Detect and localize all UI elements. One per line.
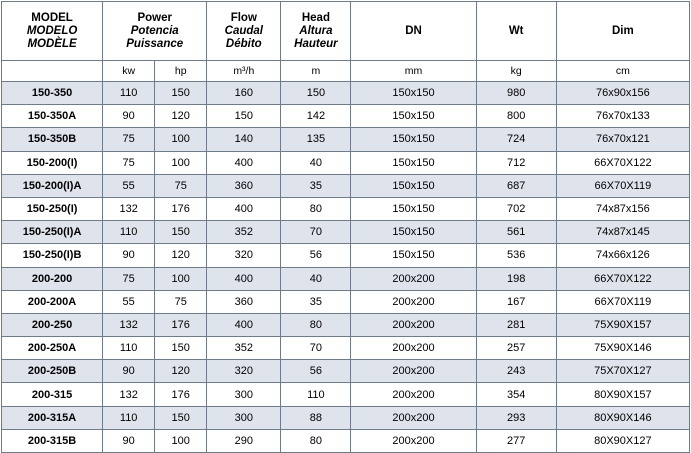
cell-hp: 150 bbox=[155, 221, 207, 244]
cell-flow: 320 bbox=[207, 244, 281, 267]
cell-flow: 300 bbox=[207, 383, 281, 406]
cell-head: 70 bbox=[281, 337, 351, 360]
cell-flow: 160 bbox=[207, 82, 281, 105]
header-flow-line3: Débito bbox=[225, 37, 262, 50]
cell-model: 200-250B bbox=[2, 360, 103, 383]
cell-kw: 132 bbox=[103, 313, 155, 336]
cell-dn: 200x200 bbox=[351, 290, 476, 313]
cell-dn: 150x150 bbox=[351, 82, 476, 105]
cell-model: 200-250A bbox=[2, 337, 103, 360]
cell-model: 200-250 bbox=[2, 313, 103, 336]
cell-wt: 167 bbox=[476, 290, 556, 313]
cell-model: 150-200(I) bbox=[2, 151, 103, 174]
cell-dim: 80X90X127 bbox=[556, 429, 689, 452]
cell-hp: 75 bbox=[155, 174, 207, 197]
cell-model: 200-200A bbox=[2, 290, 103, 313]
cell-wt: 561 bbox=[476, 221, 556, 244]
cell-kw: 75 bbox=[103, 128, 155, 151]
cell-dn: 200x200 bbox=[351, 313, 476, 336]
cell-dim: 66X70X119 bbox=[556, 174, 689, 197]
cell-hp: 100 bbox=[155, 128, 207, 151]
header-head-line3: Hauteur bbox=[294, 37, 338, 50]
cell-wt: 293 bbox=[476, 406, 556, 429]
table-row bbox=[2, 429, 690, 452]
cell-hp: 150 bbox=[155, 82, 207, 105]
cell-wt: 980 bbox=[476, 82, 556, 105]
cell-wt: 702 bbox=[476, 197, 556, 220]
cell-kw: 75 bbox=[103, 151, 155, 174]
cell-model: 150-250(I)A bbox=[2, 221, 103, 244]
cell-flow: 140 bbox=[207, 128, 281, 151]
cell-wt: 687 bbox=[476, 174, 556, 197]
table-header bbox=[2, 2, 690, 82]
cell-hp: 150 bbox=[155, 406, 207, 429]
column-header-power bbox=[103, 2, 207, 61]
cell-hp: 120 bbox=[155, 105, 207, 128]
table-row bbox=[2, 105, 690, 128]
unit-model bbox=[2, 61, 103, 82]
cell-wt: 281 bbox=[476, 313, 556, 336]
cell-hp: 100 bbox=[155, 429, 207, 452]
cell-kw: 55 bbox=[103, 174, 155, 197]
column-header-dn bbox=[351, 2, 476, 61]
table-row bbox=[2, 360, 690, 383]
table-row bbox=[2, 406, 690, 429]
cell-model: 150-250(I)B bbox=[2, 244, 103, 267]
header-row-titles bbox=[2, 2, 690, 61]
cell-model: 200-315B bbox=[2, 429, 103, 452]
cell-model: 150-200(I)A bbox=[2, 174, 103, 197]
cell-dn: 150x150 bbox=[351, 174, 476, 197]
cell-hp: 75 bbox=[155, 290, 207, 313]
cell-head: 142 bbox=[281, 105, 351, 128]
cell-wt: 724 bbox=[476, 128, 556, 151]
cell-dn: 200x200 bbox=[351, 267, 476, 290]
cell-wt: 712 bbox=[476, 151, 556, 174]
column-header-model bbox=[2, 2, 103, 61]
cell-wt: 354 bbox=[476, 383, 556, 406]
header-dim-line1: Dim bbox=[612, 24, 634, 37]
cell-model: 150-350B bbox=[2, 128, 103, 151]
table-row bbox=[2, 383, 690, 406]
cell-dn: 150x150 bbox=[351, 151, 476, 174]
cell-flow: 300 bbox=[207, 406, 281, 429]
table-row bbox=[2, 244, 690, 267]
table-row bbox=[2, 82, 690, 105]
cell-dim: 74x66x126 bbox=[556, 244, 689, 267]
cell-model: 200-200 bbox=[2, 267, 103, 290]
specifications-table-container bbox=[0, 1, 691, 453]
cell-dim: 66X70X122 bbox=[556, 151, 689, 174]
cell-dim: 76x70x121 bbox=[556, 128, 689, 151]
cell-hp: 100 bbox=[155, 267, 207, 290]
cell-kw: 90 bbox=[103, 429, 155, 452]
header-flow-line2: Caudal bbox=[224, 24, 263, 37]
header-model-line2: MODELO bbox=[26, 24, 78, 37]
cell-head: 80 bbox=[281, 313, 351, 336]
cell-head: 110 bbox=[281, 383, 351, 406]
cell-dim: 76x90x156 bbox=[556, 82, 689, 105]
cell-hp: 150 bbox=[155, 337, 207, 360]
cell-wt: 257 bbox=[476, 337, 556, 360]
cell-dn: 150x150 bbox=[351, 221, 476, 244]
table-row bbox=[2, 151, 690, 174]
cell-head: 40 bbox=[281, 151, 351, 174]
cell-dim: 74x87x156 bbox=[556, 197, 689, 220]
cell-dn: 200x200 bbox=[351, 406, 476, 429]
cell-dn: 150x150 bbox=[351, 128, 476, 151]
header-dn-line1: DN bbox=[405, 24, 422, 37]
cell-dn: 200x200 bbox=[351, 360, 476, 383]
table-row bbox=[2, 174, 690, 197]
cell-dn: 150x150 bbox=[351, 197, 476, 220]
cell-kw: 90 bbox=[103, 244, 155, 267]
cell-flow: 400 bbox=[207, 197, 281, 220]
header-row-units bbox=[2, 61, 690, 82]
cell-head: 56 bbox=[281, 244, 351, 267]
cell-flow: 320 bbox=[207, 360, 281, 383]
header-wt-line1: Wt bbox=[508, 24, 524, 37]
cell-model: 200-315A bbox=[2, 406, 103, 429]
cell-head: 80 bbox=[281, 197, 351, 220]
cell-dim: 75X90X146 bbox=[556, 337, 689, 360]
column-header-wt bbox=[476, 2, 556, 61]
cell-hp: 120 bbox=[155, 360, 207, 383]
column-header-flow bbox=[207, 2, 281, 61]
cell-model: 200-315 bbox=[2, 383, 103, 406]
cell-head: 35 bbox=[281, 174, 351, 197]
cell-flow: 400 bbox=[207, 267, 281, 290]
cell-hp: 100 bbox=[155, 151, 207, 174]
cell-model: 150-350A bbox=[2, 105, 103, 128]
table-row bbox=[2, 221, 690, 244]
cell-hp: 176 bbox=[155, 383, 207, 406]
header-head-line1: Head bbox=[301, 11, 330, 24]
cell-model: 150-350 bbox=[2, 82, 103, 105]
cell-wt: 243 bbox=[476, 360, 556, 383]
cell-kw: 110 bbox=[103, 82, 155, 105]
column-header-dim bbox=[556, 2, 689, 61]
cell-hp: 176 bbox=[155, 197, 207, 220]
cell-kw: 132 bbox=[103, 197, 155, 220]
cell-head: 150 bbox=[281, 82, 351, 105]
header-power-line1: Power bbox=[137, 11, 172, 24]
cell-dn: 200x200 bbox=[351, 337, 476, 360]
unit-flow: m³/h bbox=[207, 61, 281, 82]
cell-dim: 80X90X157 bbox=[556, 383, 689, 406]
cell-head: 80 bbox=[281, 429, 351, 452]
cell-kw: 75 bbox=[103, 267, 155, 290]
header-head-line2: Altura bbox=[299, 24, 333, 37]
cell-kw: 110 bbox=[103, 406, 155, 429]
cell-dim: 74x87x145 bbox=[556, 221, 689, 244]
table-body bbox=[2, 82, 690, 453]
cell-flow: 400 bbox=[207, 313, 281, 336]
cell-head: 70 bbox=[281, 221, 351, 244]
table-row bbox=[2, 313, 690, 336]
unit-dim: cm bbox=[556, 61, 689, 82]
cell-wt: 800 bbox=[476, 105, 556, 128]
unit-wt: kg bbox=[476, 61, 556, 82]
header-flow-line1: Flow bbox=[230, 11, 257, 24]
table-row bbox=[2, 337, 690, 360]
cell-dn: 150x150 bbox=[351, 105, 476, 128]
cell-kw: 55 bbox=[103, 290, 155, 313]
cell-flow: 290 bbox=[207, 429, 281, 452]
unit-kw: kw bbox=[103, 61, 155, 82]
cell-wt: 536 bbox=[476, 244, 556, 267]
cell-kw: 90 bbox=[103, 105, 155, 128]
cell-dim: 80X90X146 bbox=[556, 406, 689, 429]
header-model-line3: MODÈLE bbox=[27, 37, 77, 50]
header-power-line2: Potencia bbox=[130, 24, 179, 37]
cell-dim: 66X70X122 bbox=[556, 267, 689, 290]
cell-dn: 200x200 bbox=[351, 429, 476, 452]
cell-dim: 75X90X157 bbox=[556, 313, 689, 336]
unit-head: m bbox=[281, 61, 351, 82]
cell-dn: 150x150 bbox=[351, 244, 476, 267]
cell-head: 56 bbox=[281, 360, 351, 383]
cell-kw: 110 bbox=[103, 221, 155, 244]
cell-kw: 132 bbox=[103, 383, 155, 406]
pump-specifications-table bbox=[1, 1, 690, 453]
unit-hp: hp bbox=[155, 61, 207, 82]
cell-flow: 400 bbox=[207, 151, 281, 174]
cell-head: 88 bbox=[281, 406, 351, 429]
cell-flow: 360 bbox=[207, 174, 281, 197]
cell-dn: 200x200 bbox=[351, 383, 476, 406]
cell-wt: 198 bbox=[476, 267, 556, 290]
cell-flow: 150 bbox=[207, 105, 281, 128]
header-power-line3: Puissance bbox=[126, 37, 184, 50]
cell-head: 135 bbox=[281, 128, 351, 151]
column-header-head bbox=[281, 2, 351, 61]
table-row bbox=[2, 197, 690, 220]
table-row bbox=[2, 128, 690, 151]
cell-kw: 110 bbox=[103, 337, 155, 360]
cell-head: 35 bbox=[281, 290, 351, 313]
unit-dn: mm bbox=[351, 61, 476, 82]
cell-dim: 76x70x133 bbox=[556, 105, 689, 128]
cell-wt: 277 bbox=[476, 429, 556, 452]
cell-kw: 90 bbox=[103, 360, 155, 383]
header-model-line1: MODEL bbox=[31, 11, 73, 24]
table-row bbox=[2, 267, 690, 290]
cell-dim: 75X70X127 bbox=[556, 360, 689, 383]
cell-flow: 360 bbox=[207, 290, 281, 313]
cell-hp: 176 bbox=[155, 313, 207, 336]
cell-hp: 120 bbox=[155, 244, 207, 267]
table-row bbox=[2, 290, 690, 313]
cell-model: 150-250(I) bbox=[2, 197, 103, 220]
cell-flow: 352 bbox=[207, 337, 281, 360]
cell-flow: 352 bbox=[207, 221, 281, 244]
cell-dim: 66X70X119 bbox=[556, 290, 689, 313]
cell-head: 40 bbox=[281, 267, 351, 290]
